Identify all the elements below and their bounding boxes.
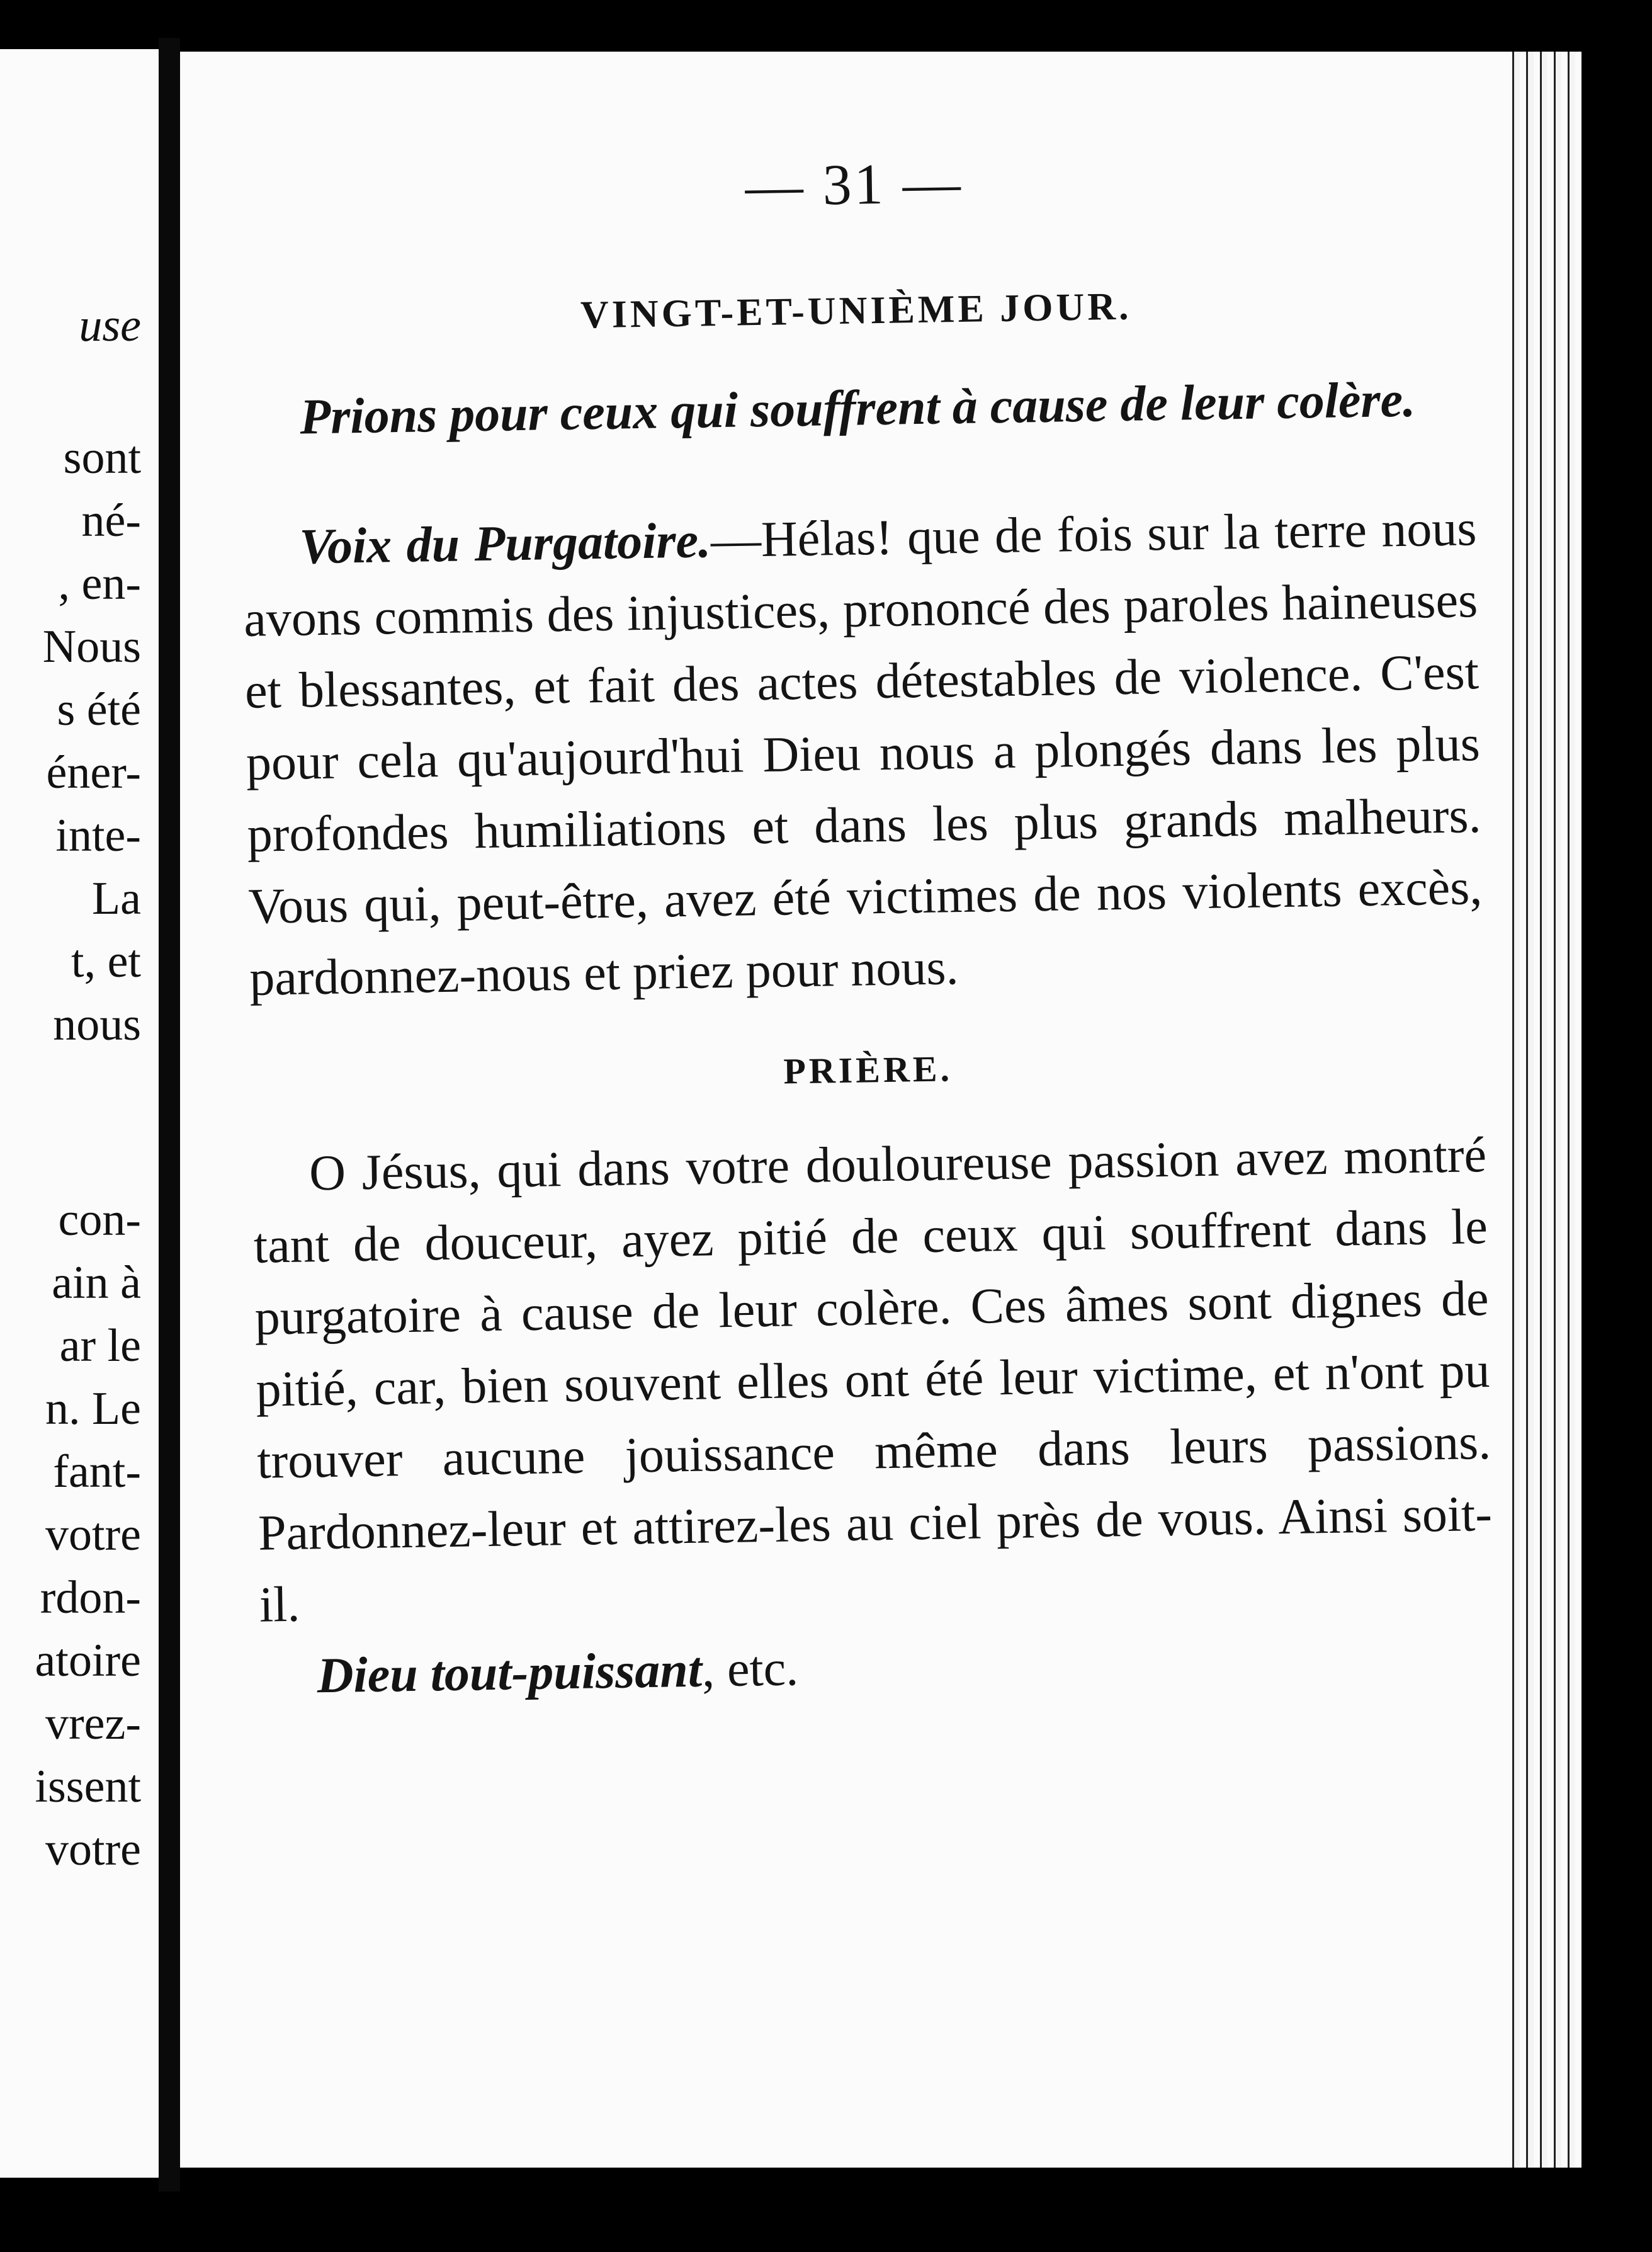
left-page-line: issent — [35, 1761, 141, 1812]
left-page-line: ar le — [59, 1320, 141, 1372]
left-page-line: ain à — [52, 1257, 141, 1309]
left-page-line: votre — [45, 1509, 141, 1561]
left-page-line: votre — [45, 1824, 141, 1875]
left-page-line: fant- — [53, 1446, 141, 1498]
voice-label: Voix du Purgatoire. — [298, 513, 711, 575]
left-page-line: Nous — [42, 621, 141, 673]
left-page-line: vrez- — [45, 1698, 141, 1749]
left-page-line: , en- — [58, 558, 141, 610]
voice-text: —Hélas! que de fois sur la terre nous avons commis des injustices, prononcé des paroles haineuses et blessantes, et fait des actes détestables de violence. C'est pour cela qu'aujourd'hui Dieu nous a plongés dans les plus profondes humiliations et dans les plus grands malheurs. Vous qui, peut-être, avez été victimes de nos violents excès, pardonnez-nous et priez pour nous. — [243, 501, 1483, 1006]
left-page-line: t, et — [71, 936, 141, 987]
page-number: — 31 — — [744, 150, 964, 219]
left-page-line: sont — [63, 432, 141, 484]
left-page-line: né- — [81, 495, 141, 547]
left-page-line: n. Le — [45, 1383, 141, 1435]
page-text-block — [237, 145, 1495, 1712]
left-page-line: use — [79, 300, 141, 351]
background-right — [1581, 38, 1652, 2242]
book-gutter — [159, 38, 180, 2192]
left-page-line: rdon- — [40, 1572, 141, 1624]
book-page — [180, 52, 1565, 2168]
left-page-line: inte- — [55, 810, 141, 862]
closing-rest: , etc. — [701, 1641, 799, 1698]
left-page-line: nous — [53, 999, 141, 1050]
voice-paragraph — [242, 492, 1484, 1015]
left-page-line: s été — [57, 684, 141, 736]
left-page-line: éner- — [46, 747, 141, 799]
left-page-line: La — [91, 873, 141, 924]
day-title: VINGT-ET-UNIÈME JOUR. — [580, 285, 1133, 337]
page-edges — [1506, 52, 1581, 2168]
closing-italic: Dieu tout-puissant — [317, 1642, 703, 1704]
prayer-paragraph: O Jésus, qui dans votre douloureuse passion avez montré tant de douceur, ayez pitié de ceux qui souffrent dans le purgatoire à cause de leur colère. Ces âmes sont dignes de pitié, car, bien souvent elles ont été leur victime, et n'ont pu trouver aucune jouissance même dans leurs passions. Pardonnez-leur et attirez-les au ciel près de vous. Ainsi soit-il. — [253, 1127, 1493, 1633]
left-page-line: con- — [58, 1194, 141, 1246]
left-page-fragment — [0, 49, 159, 2178]
left-page-line: atoire — [35, 1635, 141, 1686]
prayer-heading: PRIÈRE. — [783, 1048, 953, 1092]
page-subtitle: Prions pour ceux qui souffrent à cause de leur colère. — [299, 372, 1416, 445]
